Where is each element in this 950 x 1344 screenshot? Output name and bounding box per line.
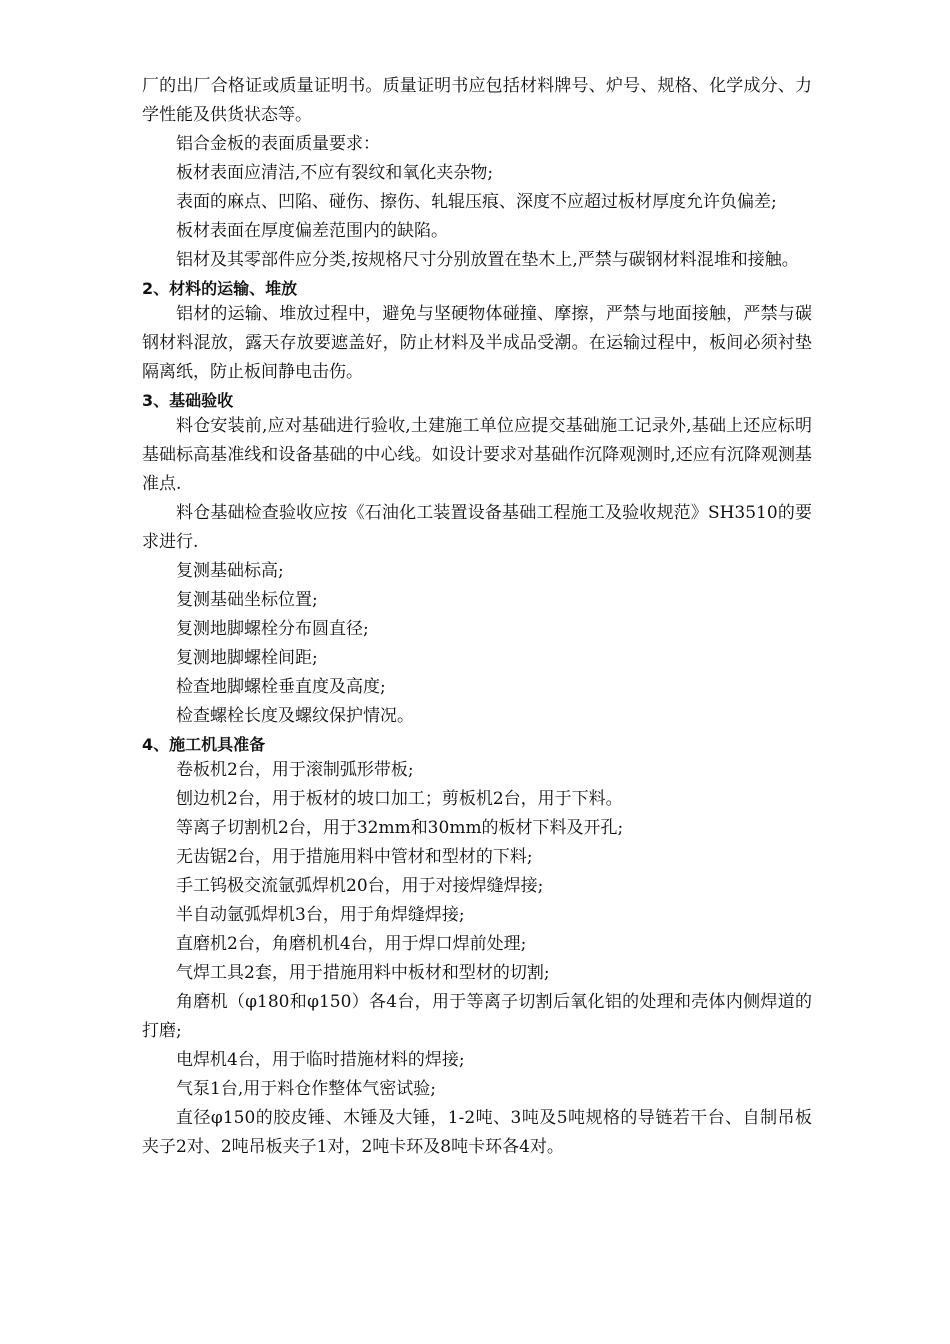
list-item: 复测基础坐标位置; <box>176 590 318 610</box>
list-item: 板材表面应清洁,不应有裂纹和氧化夹杂物; <box>176 163 494 183</box>
paragraph: 厂的出厂合格证或质量证明书。质量证明书应包括材料牌号、炉号、规格、化学成分、力学性能及供货状态等。 <box>142 76 812 125</box>
list-item: 刨边机2台，用于板材的坡口加工；剪板机2台，用于下料。 <box>176 789 623 809</box>
list-item: 气焊工具2套，用于措施用料中板材和型材的切割; <box>176 963 550 983</box>
list-item: 手工钨极交流氩弧焊机20台，用于对接焊缝焊接; <box>176 876 544 896</box>
list-item: 板材表面在厚度偏差范围内的缺陷。 <box>176 221 448 241</box>
list-item: 检查螺栓长度及螺纹保护情况。 <box>176 706 414 726</box>
list-item: 电焊机4台，用于临时措施材料的焊接; <box>176 1050 465 1070</box>
document-body <box>142 72 812 1162</box>
list-item: 直磨机2台，角磨机机4台，用于焊口焊前处理; <box>176 934 527 954</box>
section-heading: 2、材料的运输、堆放 <box>142 279 298 298</box>
list-item: 表面的麻点、凹陷、碰伤、擦伤、轧辊压痕、深度不应超过板材厚度允许负偏差; <box>176 192 777 212</box>
section-heading: 4、施工机具准备 <box>142 735 266 754</box>
paragraph: 铝材的运输、堆放过程中，避免与坚硬物体碰撞、摩擦，严禁与地面接触，严禁与碳钢材料混放，露天存放要遮盖好，防止材料及半成品受潮。在运输过程中，板间必须衬垫隔离纸，防止板间静电击伤。 <box>142 304 812 382</box>
paragraph: 料仓安装前,应对基础进行验收,土建施工单位应提交基础施工记录外,基础上还应标明基础标高基准线和设备基础的中心线。如设计要求对基础作沉降观测时,还应有沉降观测基准点. <box>142 416 812 494</box>
paragraph: 料仓基础检查验收应按《石油化工装置设备基础工程施工及验收规范》SH3510的要求进行. <box>142 503 812 552</box>
list-item: 复测基础标高; <box>176 561 284 581</box>
list-item: 直径φ150的胶皮锤、木锤及大锤，1-2吨、3吨及5吨规格的导链若干台、自制吊板夹子2对、2吨吊板夹子1对，2吨卡环及8吨卡环各4对。 <box>142 1108 812 1157</box>
list-item: 无齿锯2台，用于措施用料中管材和型材的下料; <box>176 847 533 867</box>
list-item: 半自动氩弧焊机3台，用于角焊缝焊接; <box>176 905 465 925</box>
list-item: 气泵1台,用于料仓作整体气密试验; <box>176 1079 436 1099</box>
section-heading: 3、基础验收 <box>142 391 234 410</box>
list-item: 复测地脚螺栓间距; <box>176 648 318 668</box>
list-item: 卷板机2台，用于滚制弧形带板; <box>176 760 414 780</box>
paragraph: 铝材及其零部件应分类,按规格尺寸分别放置在垫木上,严禁与碳钢材料混堆和接触。 <box>176 250 799 270</box>
list-item: 检查地脚螺栓垂直度及高度; <box>176 677 386 697</box>
paragraph: 铝合金板的表面质量要求： <box>176 134 380 154</box>
list-item: 等离子切割机2台，用于32mm和30mm的板材下料及开孔; <box>176 818 624 838</box>
list-item: 角磨机（φ180和φ150）各4台，用于等离子切割后氧化铝的处理和壳体内侧焊道的打磨; <box>142 992 812 1041</box>
list-item: 复测地脚螺栓分布圆直径; <box>176 619 369 639</box>
